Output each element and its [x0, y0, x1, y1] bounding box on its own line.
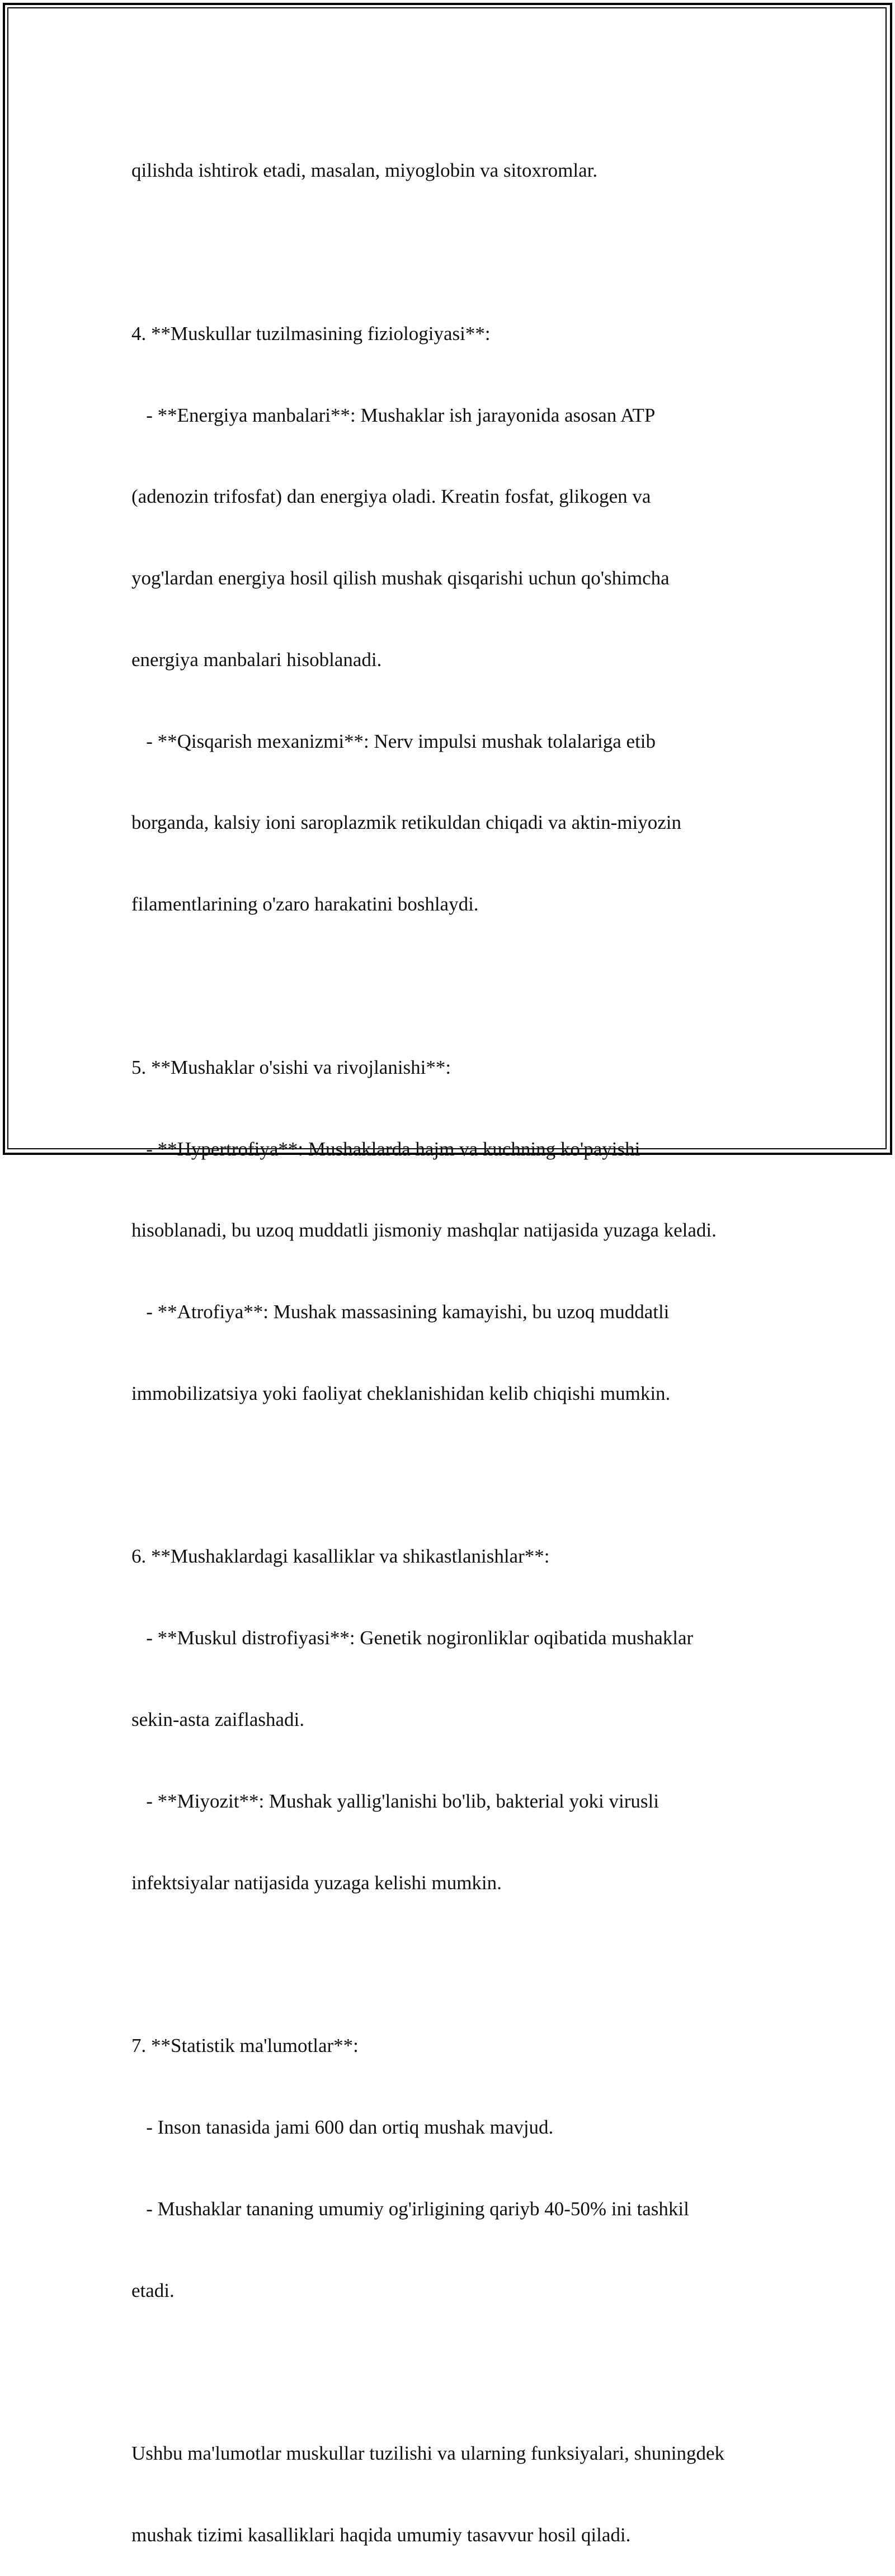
text-line: energiya manbalari hisoblanadi.	[131, 648, 382, 671]
text-line: - **Qisqarish mexanizmi**: Nerv impulsi mushak tolalariga etib	[131, 730, 656, 752]
text-line: (adenozin trifosfat) dan energiya oladi. Kreatin fosfat, glikogen va	[131, 485, 651, 508]
section-heading: 5. **Mushaklar o'sishi va rivojlanishi**:	[131, 1056, 451, 1078]
text-line: - **Muskul distrofiyasi**: Genetik nogironliklar oqibatida mushaklar	[131, 1627, 694, 1649]
text-line: infektsiyalar natijasida yuzaga kelishi mumkin.	[131, 1871, 502, 1894]
section-heading: 7. **Statistik ma'lumotlar**:	[131, 2035, 359, 2057]
document-body	[131, 103, 775, 2576]
paragraph-gap	[131, 1951, 775, 1978]
section-heading: 6. **Mushaklardagi kasalliklar va shikastlanishlar**:	[131, 1545, 550, 1568]
text-line: Ushbu ma'lumotlar muskullar tuzilishi va ularning funksiyalari, shuningdek	[131, 2442, 725, 2465]
text-line: yog'lardan energiya hosil qilish mushak qisqarishi uchun qo'shimcha	[131, 567, 670, 589]
paragraph-gap	[131, 1462, 775, 1489]
paragraph-gap	[131, 973, 775, 1000]
text-line: qilishda ishtirok etadi, masalan, miyoglobin va sitoxromlar.	[131, 159, 598, 182]
text-line: - Mushaklar tananing umumiy og'irligining qariyb 40-50% ini tashkil	[131, 2197, 689, 2220]
text-line: - **Energiya manbalari**: Mushaklar ish jarayonida asosan ATP	[131, 404, 656, 426]
text-line: - **Hypertrofiya**: Mushaklarda hajm va kuchning ko'payishi	[131, 1138, 640, 1160]
section-heading: 4. **Muskullar tuzilmasining fiziologiyasi**:	[131, 322, 491, 345]
text-line: etadi.	[131, 2279, 175, 2301]
text-line: borganda, kalsiy ioni saroplazmik retikuldan chiqadi va aktin-miyozin	[131, 812, 681, 834]
text-line: mushak tizimi kasalliklari haqida umumiy tasavvur hosil qiladi.	[131, 2523, 631, 2546]
text-line: - Inson tanasida jami 600 dan ortiq mushak mavjud.	[131, 2116, 554, 2138]
paragraph-gap	[131, 2358, 775, 2386]
text-line: - **Atrofiya**: Mushak massasining kamayishi, bu uzoq muddatli	[131, 1301, 670, 1323]
text-line: immobilizatsiya yoki faoliyat cheklanishidan kelib chiqishi mumkin.	[131, 1382, 671, 1404]
text-line: sekin-asta zaiflashadi.	[131, 1709, 305, 1731]
text-line: - **Miyozit**: Mushak yallig'lanishi bo'lib, bakterial yoki virusli	[131, 1790, 659, 1812]
paragraph-gap	[131, 239, 775, 266]
text-line: hisoblanadi, bu uzoq muddatli jismoniy mashqlar natijasida yuzaga keladi.	[131, 1219, 717, 1242]
text-line: filamentlarining o'zaro harakatini boshlaydi.	[131, 893, 479, 916]
